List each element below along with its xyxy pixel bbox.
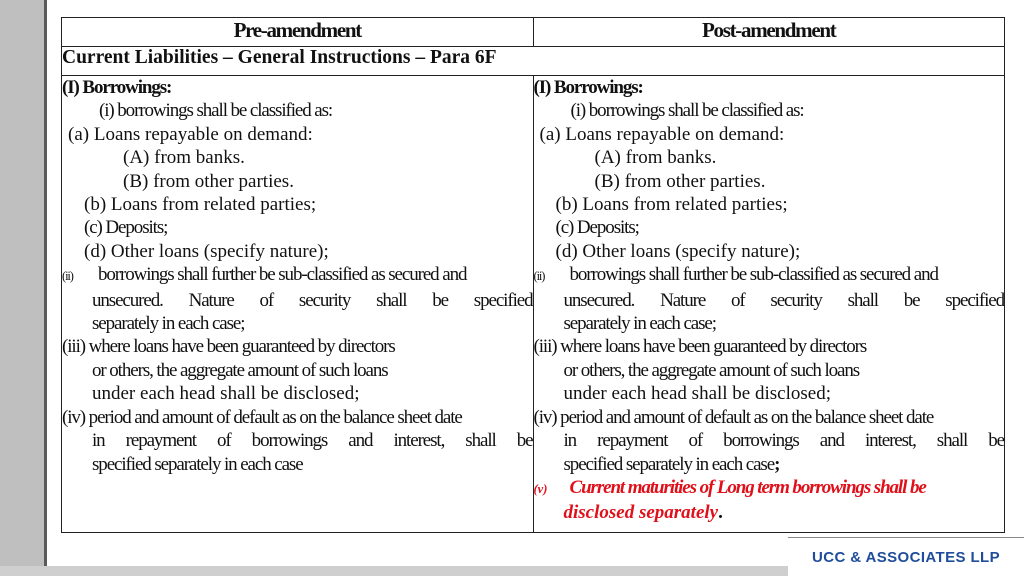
post-item-ii-line2: unsecured. Nature of security shall be specified [563,289,1004,311]
post-item-v-period: . [718,502,723,524]
pre-amendment-column [62,76,534,533]
post-item-iii-line1: (iii) where loans have been guaranteed by directors [533,336,867,358]
post-item-iv-line3 [534,453,1005,476]
post-item-c: (c) Deposits; [555,217,639,239]
post-item-a-A: (A) from banks. [594,147,717,169]
pre-item-ii-line2: unsecured. Nature of security shall be specified [92,289,533,311]
pre-item-a-B: (B) from other parties. [123,170,294,192]
pre-item-c: (c) Deposits; [84,217,168,239]
post-item-v-text1: Current maturities of Long term borrowings shall be [569,476,926,498]
post-item-iv-text3: specified separately in each case [563,453,775,475]
firm-logo: UCC & ASSOCIATES LLP [788,537,1024,577]
post-item-iii-line2: or others, the aggregate amount of such loans [563,359,860,381]
post-item-a-B: (B) from other parties. [594,170,766,192]
post-item-v-line1 [534,476,1005,501]
header-pre-amendment: Pre-amendment [62,18,534,47]
pre-item-d: (d) Other loans (specify nature); [84,240,329,262]
post-item-iv-line1: (iv) period and amount of default as on the balance sheet date [533,406,934,428]
post-amendment-column [533,76,1005,533]
header-post-amendment: Post-amendment [533,18,1005,47]
post-item-iii-line3: under each head shall be disclosed; [563,383,831,405]
post-heading: (I) Borrowings: [533,77,643,98]
post-item-a: (a) Loans repayable on demand: [539,123,785,145]
post-item-ii-marker: (ii) [533,269,545,284]
post-item-v-text2: disclosed separately [563,502,719,524]
pre-item-ii-text1: borrowings shall further be sub-classified as secured and [98,264,467,286]
post-item-ii-line3: separately in each case; [563,313,716,335]
post-item-b: (b) Loans from related parties; [555,194,788,216]
post-item-ii-text1: borrowings shall further be sub-classified as secured and [569,264,938,286]
pre-item-iii-line2: or others, the aggregate amount of such loans [92,359,388,381]
section-subtitle: Current Liabilities – General Instructions – Para 6F [62,47,1005,76]
slide-left-divider [44,0,47,576]
post-item-iv-line2: in repayment of borrowings and interest, shall be [563,430,1004,452]
post-item-d: (d) Other loans (specify nature); [555,240,801,262]
post-item-iv-semicolon: ; [774,453,780,475]
pre-item-ii-line3: separately in each case; [92,313,245,335]
pre-heading: (I) Borrowings: [62,77,172,98]
pre-item-ii-line1 [62,263,533,288]
slide-left-bar [0,0,44,576]
post-item-v-line2 [534,501,1005,524]
pre-item-iv-line2: in repayment of borrowings and interest, shall be [92,430,533,452]
pre-item-iii-line3: under each head shall be disclosed; [92,383,360,405]
comparison-table [61,17,1005,533]
post-item-v-marker: (v) [533,481,548,496]
pre-item-a: (a) Loans repayable on demand: [68,123,313,145]
pre-item-ii-marker: (ii) [62,269,73,284]
pre-item-iv-line1: (iv) period and amount of default as on the balance sheet date [62,406,462,428]
pre-item-a-A: (A) from banks. [123,147,245,169]
pre-item-iv-line3: specified separately in each case [92,453,303,475]
pre-item-iii-line1: (iii) where loans have been guaranteed by directors [62,336,395,358]
pre-item-i: (i) borrowings shall be classified as: [99,100,333,122]
pre-item-b: (b) Loans from related parties; [84,194,317,216]
post-item-ii-line1 [534,263,1005,288]
post-item-i: (i) borrowings shall be classified as: [570,100,804,122]
